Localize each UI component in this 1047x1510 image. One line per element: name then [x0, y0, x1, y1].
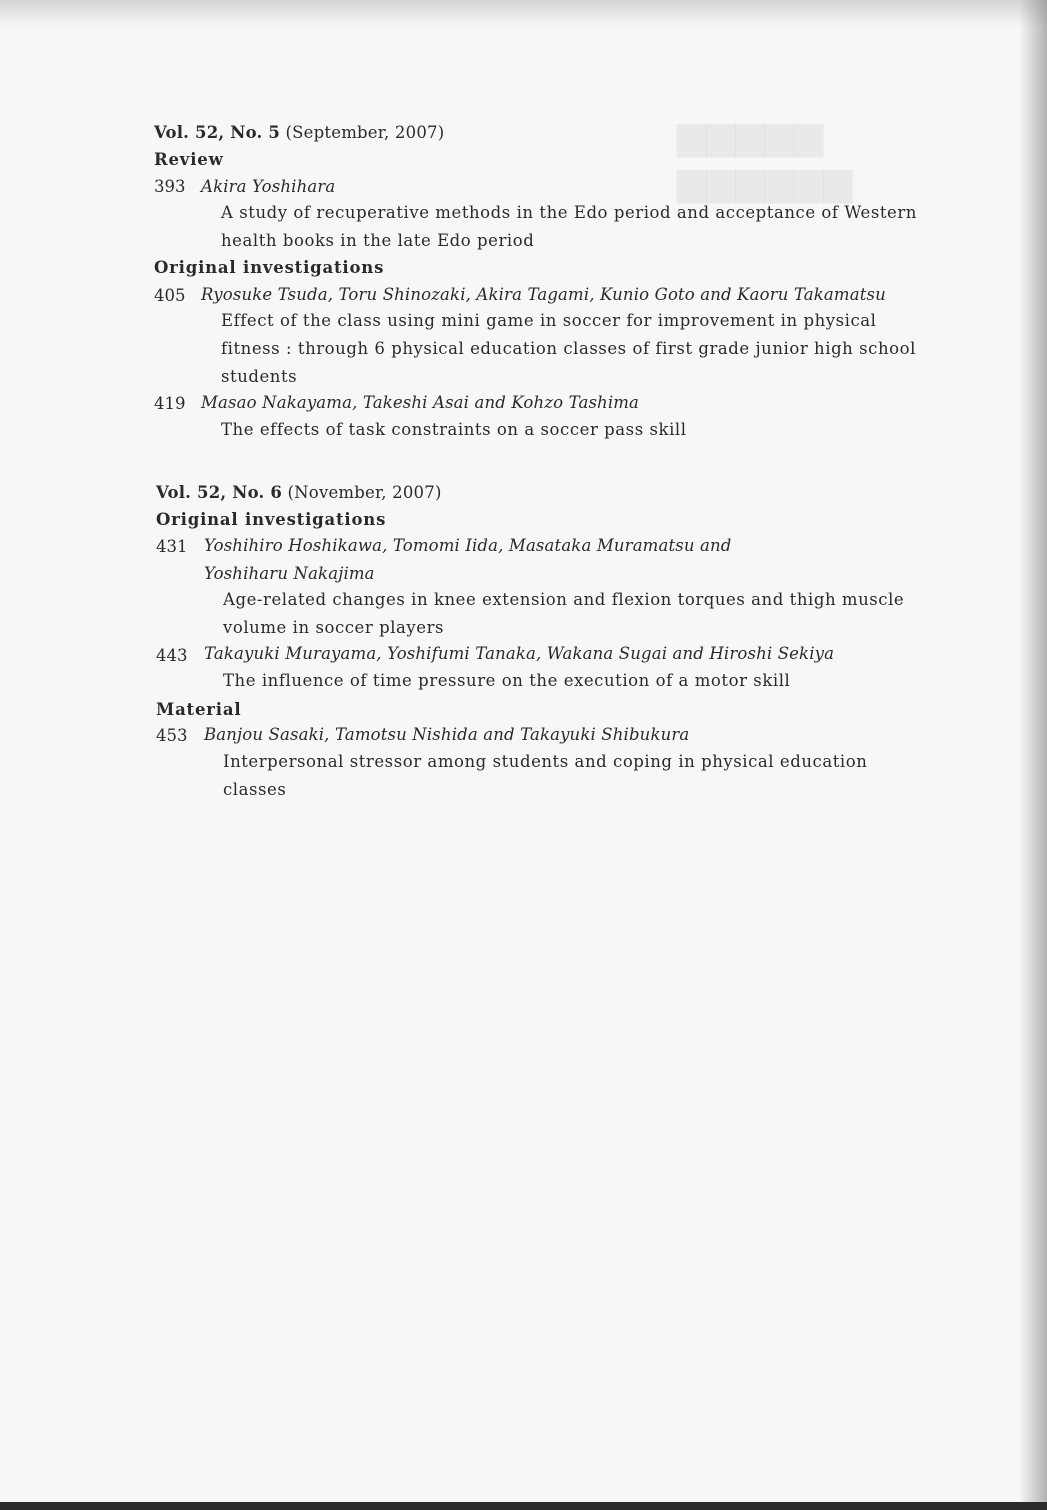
issue-date: (November, 2007) [287, 483, 442, 502]
issue-date: (September, 2007) [285, 123, 445, 142]
entry-title-line: volume in soccer players [223, 618, 445, 637]
entry-title-line: classes [223, 780, 287, 799]
entry-title-line: health books in the late Edo period [221, 231, 535, 250]
entry-authors: Ryosuke Tsuda, Toru Shinozaki, Akira Tagami, Kunio Goto and Kaoru Takamatsu [201, 285, 886, 304]
entry-title-line: students [221, 367, 298, 386]
entry-title-line: fitness : through 6 physical education classes of first grade junior high school [221, 339, 916, 358]
issue-volume: Vol. 52, No. 6 [156, 483, 283, 502]
issue-header-no5 [154, 122, 444, 144]
entry-authors: Takayuki Murayama, Yoshifumi Tanaka, Wakana Sugai and Hiroshi Sekiya [204, 644, 835, 663]
page-number: 443 [156, 646, 188, 665]
issue-header-no6 [156, 482, 442, 504]
show-through-decoration: ▆▆▆▆▆ ▆▆▆▆▆▆ [677, 112, 853, 203]
entry-authors: Akira Yoshihara [201, 177, 336, 196]
entry-title-line: The effects of task constraints on a soccer pass skill [221, 420, 687, 439]
section-heading-material: Material [156, 700, 242, 719]
entry-authors: Yoshiharu Nakajima [204, 564, 375, 583]
page-number: 393 [154, 177, 186, 196]
entry-authors: Masao Nakayama, Takeshi Asai and Kohzo Tashima [201, 393, 640, 412]
page-number: 431 [156, 537, 188, 556]
entry-title-line: Age-related changes in knee extension and flexion torques and thigh muscle [223, 590, 905, 609]
entry-title-line: Interpersonal stressor among students and coping in physical education [223, 752, 868, 771]
page-number: 453 [156, 726, 188, 745]
section-heading-original-investigations: Original investigations [154, 258, 385, 277]
entry-title-line: A study of recuperative methods in the Edo period and acceptance of Western [221, 203, 917, 222]
section-heading-review: Review [154, 150, 224, 169]
issue-volume: Vol. 52, No. 5 [154, 123, 281, 142]
entry-title-line: The influence of time pressure on the execution of a motor skill [223, 671, 791, 690]
page-number: 405 [154, 286, 186, 305]
section-heading-original-investigations: Original investigations [156, 510, 387, 529]
entry-authors: Banjou Sasaki, Tamotsu Nishida and Takayuki Shibukura [204, 725, 690, 744]
entry-authors: Yoshihiro Hoshikawa, Tomomi Iida, Masataka Muramatsu and [204, 536, 732, 555]
page-number: 419 [154, 394, 186, 413]
entry-title-line: Effect of the class using mini game in soccer for improvement in physical [221, 311, 877, 330]
